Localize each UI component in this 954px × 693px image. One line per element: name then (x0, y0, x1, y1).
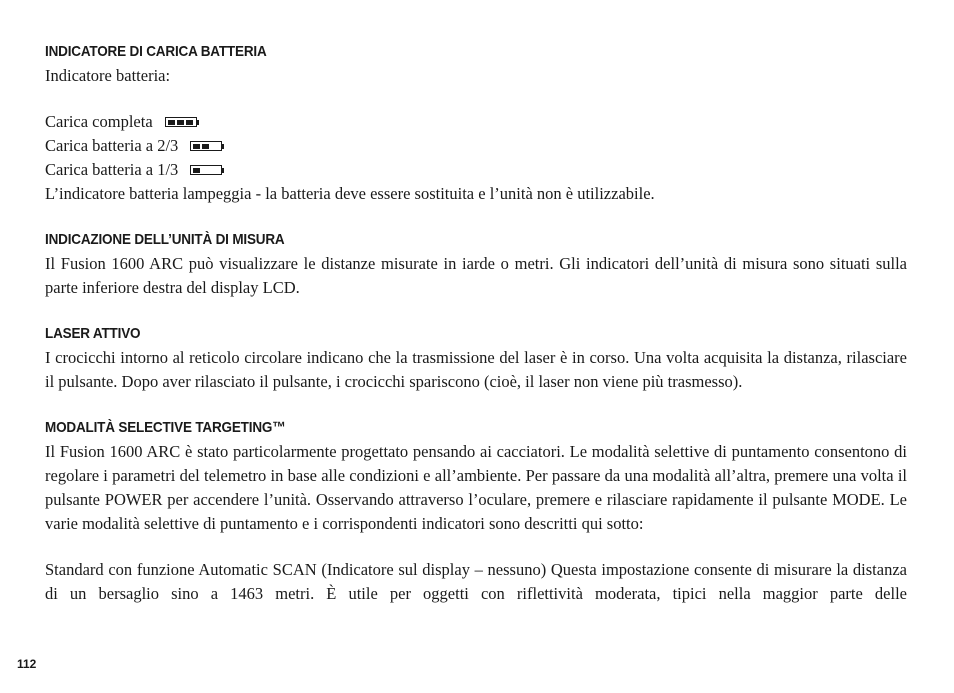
spacer (45, 88, 907, 110)
battery-two-thirds-icon (190, 140, 224, 152)
battery-level-one-third (45, 158, 907, 182)
spacer (45, 536, 907, 558)
laser-body: I crocicchi intorno al reticolo circolare indicano che la trasmissione del laser è in corso. Una volta acquisita la distanza, rilasciare il pulsante. Dopo aver rilasciato il pulsante, i crocicchi spariscono (cioè, il laser non viene più trasmesso). (45, 348, 907, 391)
battery-intro: Indicatore batteria: (45, 66, 171, 85)
battery-full-icon (165, 116, 199, 128)
battery-level-label: Carica batteria a 2/3 (45, 136, 179, 155)
targeting-body: Il Fusion 1600 ARC è stato particolarmente progettato pensando ai cacciatori. Le modalità selettive di puntamento consentono di regolare i parametri del telemetro in base alle condizioni e all’ambiente. Per passare da una modalità all’altra, premere una volta il pulsante POWER per accendere l’unità. Osservando attraverso l’oculare, premere e rilasciare rapidamente il pulsante MODE. Le varie modalità selettive di puntamento e i corrispondenti indicatori sono descritti qui sotto: (45, 442, 907, 533)
battery-note: L’indicatore batteria lampeggia - la batteria deve essere sostituita e l’unità non è utilizzabile. (45, 184, 655, 203)
battery-level-two-thirds (45, 134, 907, 158)
spacer (45, 206, 907, 228)
laser-heading: LASER ATTIVO (45, 325, 141, 342)
battery-heading: INDICATORE DI CARICA BATTERIA (45, 43, 267, 60)
page-number: 112 (17, 657, 37, 671)
spacer (45, 394, 907, 416)
battery-level-label: Carica completa (45, 112, 153, 131)
manual-page (45, 40, 907, 606)
units-body: Il Fusion 1600 ARC può visualizzare le distanze misurate in iarde o metri. Gli indicatori dell’unità di misura sono situati sulla parte inferiore destra del display LCD. (45, 254, 907, 297)
battery-level-label: Carica batteria a 1/3 (45, 160, 179, 179)
battery-level-full (45, 110, 907, 134)
targeting-standard-mode: Standard con funzione Automatic SCAN (Indicatore sul display – nessuno) Questa impostazione consente di misurare la distanza di un bersaglio sino a 1463 metri. È utile per oggetti con riflettività moderata, tipici nella maggior parte delle (45, 560, 907, 603)
targeting-heading: MODALITÀ SELECTIVE TARGETING™ (45, 419, 286, 436)
units-heading: INDICAZIONE DELL’UNITÀ DI MISURA (45, 231, 285, 248)
spacer (45, 300, 907, 322)
battery-one-third-icon (190, 164, 224, 176)
